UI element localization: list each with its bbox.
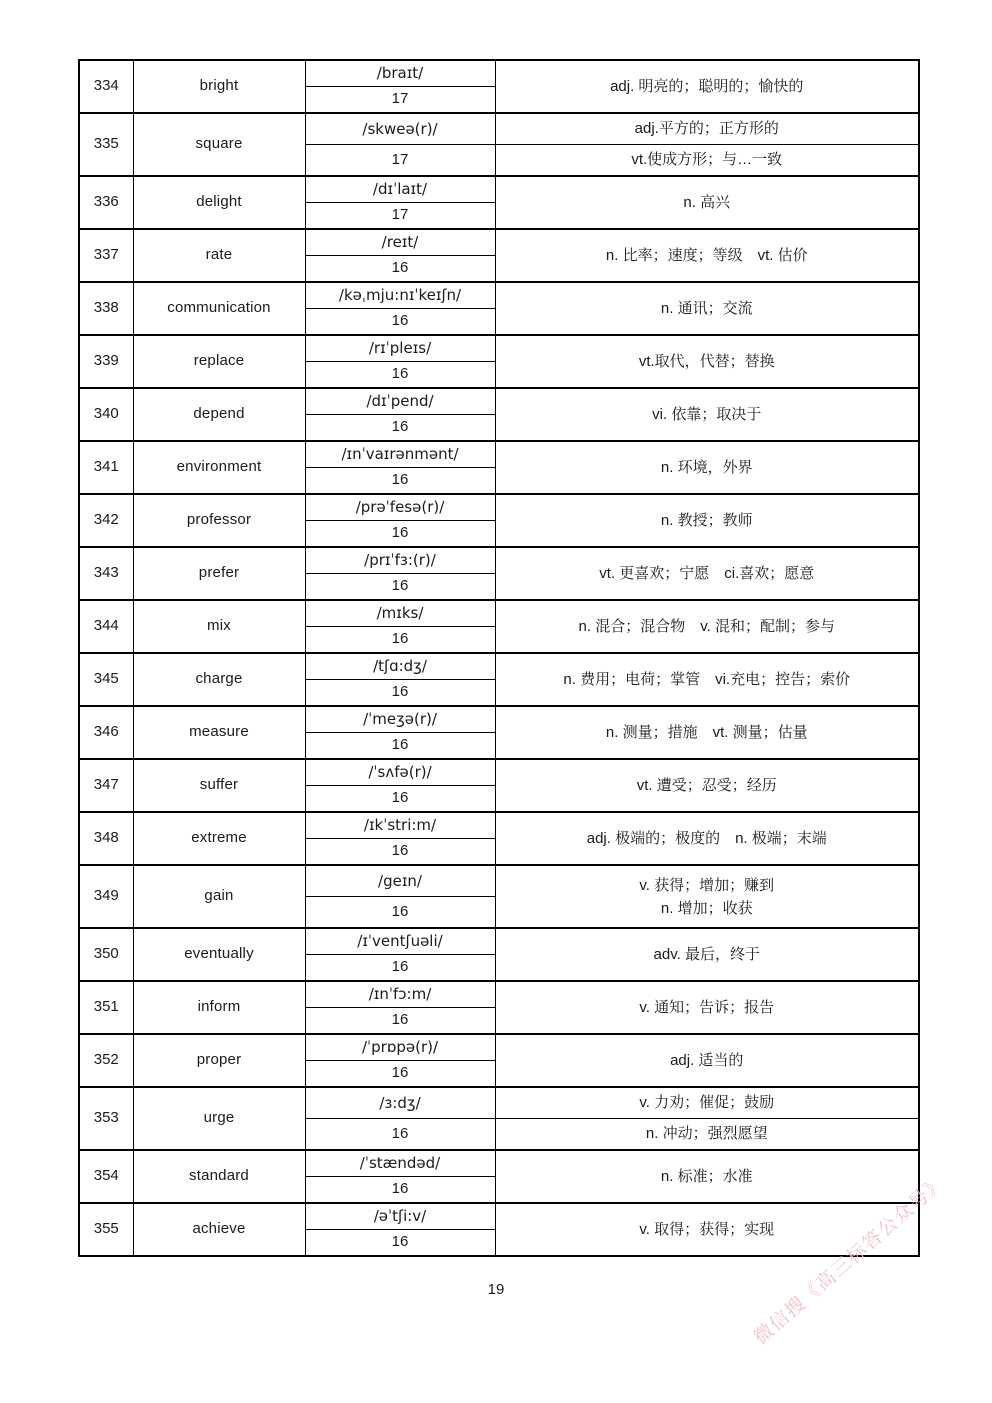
meaning-line: adj. 极端的；极度的 n. 极端；末端 [586, 830, 827, 847]
word-cell: communication [133, 282, 305, 335]
frequency-cell: 16 [305, 1008, 495, 1035]
word-number-cell: 347 [79, 759, 133, 812]
frequency-cell: 17 [305, 145, 495, 177]
word-cell: rate [133, 229, 305, 282]
meaning-cell [495, 600, 919, 653]
meaning-cell [495, 759, 919, 812]
frequency-cell: 16 [305, 468, 495, 495]
meaning-cell: n. 冲动；强烈愿望 [495, 1119, 919, 1151]
word-number-cell: 351 [79, 981, 133, 1034]
frequency-cell: 16 [305, 362, 495, 389]
frequency-cell: 16 [305, 256, 495, 283]
meaning-line: vt. 更喜欢；宁愿 ci.喜欢；愿意 [599, 565, 815, 582]
frequency-cell: 16 [305, 627, 495, 654]
phonetic-cell: /geɪn/ [305, 865, 495, 897]
table-row [79, 928, 919, 955]
word-number-cell: 343 [79, 547, 133, 600]
word-number-cell: 345 [79, 653, 133, 706]
meaning-cell [495, 229, 919, 282]
word-number-cell: 352 [79, 1034, 133, 1087]
meaning-line: v. 取得；获得；实现 [639, 1221, 775, 1238]
page-number: 19 [487, 1281, 505, 1298]
frequency-cell: 16 [305, 955, 495, 982]
table-row [79, 282, 919, 309]
phonetic-cell: /ɪkˈstri:m/ [305, 812, 495, 839]
meaning-cell: v. 力劝；催促；鼓励 [495, 1087, 919, 1119]
word-number-cell: 350 [79, 928, 133, 981]
word-number-cell: 335 [79, 113, 133, 176]
table-row [79, 1150, 919, 1177]
frequency-cell: 16 [305, 897, 495, 929]
frequency-cell: 17 [305, 203, 495, 230]
word-cell: depend [133, 388, 305, 441]
meaning-line: adv. 最后，终于 [653, 946, 760, 963]
word-cell: gain [133, 865, 305, 928]
word-cell: delight [133, 176, 305, 229]
word-cell: suffer [133, 759, 305, 812]
meaning-cell [495, 282, 919, 335]
table-row [79, 229, 919, 256]
word-cell: proper [133, 1034, 305, 1087]
phonetic-cell: /dɪˈlaɪt/ [305, 176, 495, 203]
word-cell: prefer [133, 547, 305, 600]
word-cell: environment [133, 441, 305, 494]
word-number-cell: 342 [79, 494, 133, 547]
vocab-table [78, 59, 920, 1257]
word-number-cell: 353 [79, 1087, 133, 1150]
meaning-line: n. 比率；速度；等级 vt. 估价 [605, 247, 808, 264]
phonetic-cell: /kəˌmju:nɪˈkeɪʃn/ [305, 282, 495, 309]
phonetic-cell: /ˈmeʒə(r)/ [305, 706, 495, 733]
meaning-cell [495, 1034, 919, 1087]
word-cell: professor [133, 494, 305, 547]
word-cell: urge [133, 1087, 305, 1150]
vocab-table-body [79, 60, 919, 1256]
word-cell: bright [133, 60, 305, 113]
meaning-line: n. 标准；水准 [660, 1168, 753, 1185]
phonetic-cell: /dɪˈpend/ [305, 388, 495, 415]
meaning-line: adj. 明亮的；聪明的；愉快的 [610, 78, 804, 95]
meaning-cell [495, 653, 919, 706]
word-cell: extreme [133, 812, 305, 865]
meaning-line: n. 测量；措施 vt. 测量；估量 [605, 724, 808, 741]
meaning-line: adj. 适当的 [670, 1052, 744, 1069]
phonetic-cell: /ɪˈventʃuəli/ [305, 928, 495, 955]
table-row [79, 1034, 919, 1061]
phonetic-cell: /ɪnˈfɔ:m/ [305, 981, 495, 1008]
phonetic-cell: /ɜ:dʒ/ [305, 1087, 495, 1119]
frequency-cell: 16 [305, 839, 495, 866]
phonetic-cell: /ɪnˈvaɪrənmənt/ [305, 441, 495, 468]
frequency-cell: 16 [305, 1119, 495, 1151]
word-cell: inform [133, 981, 305, 1034]
word-number-cell: 339 [79, 335, 133, 388]
frequency-cell: 16 [305, 1230, 495, 1257]
word-number-cell: 341 [79, 441, 133, 494]
word-number-cell: 354 [79, 1150, 133, 1203]
word-number-cell: 336 [79, 176, 133, 229]
phonetic-cell: /ˈstændəd/ [305, 1150, 495, 1177]
table-row [79, 600, 919, 627]
table-row [79, 981, 919, 1008]
table-row [79, 176, 919, 203]
meaning-line: n. 环境，外界 [660, 459, 753, 476]
meaning-line: v. 获得；增加；赚到 [639, 876, 775, 894]
meaning-cell [495, 981, 919, 1034]
phonetic-cell: /reɪt/ [305, 229, 495, 256]
meaning-line: n. 增加；收获 [660, 899, 753, 917]
phonetic-cell: /ˈsʌfə(r)/ [305, 759, 495, 786]
phonetic-cell: /tʃɑ:dʒ/ [305, 653, 495, 680]
meaning-cell [495, 812, 919, 865]
word-number-cell: 337 [79, 229, 133, 282]
table-row [79, 759, 919, 786]
frequency-cell: 16 [305, 680, 495, 707]
word-number-cell: 355 [79, 1203, 133, 1256]
meaning-line: n. 教授；教师 [660, 512, 753, 529]
word-cell: mix [133, 600, 305, 653]
table-row [79, 865, 919, 897]
meaning-cell: adj.平方的；正方形的 [495, 113, 919, 145]
watermark: 微信搜《高三标答公众号》 [750, 1171, 950, 1349]
table-row [79, 113, 919, 145]
table-row [79, 547, 919, 574]
table-row [79, 441, 919, 468]
frequency-cell: 17 [305, 87, 495, 114]
phonetic-cell: /əˈtʃi:v/ [305, 1203, 495, 1230]
word-cell: replace [133, 335, 305, 388]
table-row [79, 60, 919, 87]
word-cell: measure [133, 706, 305, 759]
meaning-cell [495, 494, 919, 547]
meaning-line: n. 混合；混合物 v. 混和；配制；参与 [578, 618, 835, 635]
phonetic-cell: /prəˈfesə(r)/ [305, 494, 495, 521]
word-cell: standard [133, 1150, 305, 1203]
word-number-cell: 344 [79, 600, 133, 653]
meaning-cell [495, 60, 919, 113]
phonetic-cell: /prɪˈfɜ:(r)/ [305, 547, 495, 574]
meaning-cell [495, 865, 919, 928]
phonetic-cell: /ˈprɒpə(r)/ [305, 1034, 495, 1061]
table-row [79, 653, 919, 680]
meaning-cell [495, 928, 919, 981]
meaning-line: n. 通讯；交流 [660, 300, 753, 317]
meaning-cell: vt.使成方形；与…一致 [495, 145, 919, 177]
meaning-line: v. 通知；告诉；报告 [639, 999, 775, 1016]
meaning-line: n. 高兴 [683, 194, 731, 211]
table-row [79, 335, 919, 362]
frequency-cell: 16 [305, 733, 495, 760]
meaning-line: n. 费用；电荷；掌管 vi.充电；控告；索价 [563, 671, 851, 688]
frequency-cell: 16 [305, 574, 495, 601]
frequency-cell: 16 [305, 1061, 495, 1088]
meaning-cell [495, 441, 919, 494]
table-row [79, 494, 919, 521]
frequency-cell: 16 [305, 786, 495, 813]
meaning-cell [495, 388, 919, 441]
word-cell: eventually [133, 928, 305, 981]
word-number-cell: 334 [79, 60, 133, 113]
word-number-cell: 340 [79, 388, 133, 441]
word-number-cell: 349 [79, 865, 133, 928]
word-number-cell: 348 [79, 812, 133, 865]
table-row [79, 706, 919, 733]
table-row [79, 1203, 919, 1230]
word-number-cell: 338 [79, 282, 133, 335]
meaning-cell [495, 335, 919, 388]
frequency-cell: 16 [305, 1177, 495, 1204]
table-row [79, 812, 919, 839]
word-cell: achieve [133, 1203, 305, 1256]
meaning-line: vt. 遭受；忍受；经历 [636, 777, 777, 794]
frequency-cell: 16 [305, 415, 495, 442]
meaning-cell [495, 176, 919, 229]
meaning-line: vi. 依靠；取决于 [652, 406, 762, 423]
word-number-cell: 346 [79, 706, 133, 759]
phonetic-cell: /braɪt/ [305, 60, 495, 87]
meaning-line: vt.取代，代替；替换 [638, 353, 775, 370]
frequency-cell: 16 [305, 521, 495, 548]
word-cell: charge [133, 653, 305, 706]
phonetic-cell: /rɪˈpleɪs/ [305, 335, 495, 362]
word-cell: square [133, 113, 305, 176]
table-row [79, 388, 919, 415]
table-row [79, 1087, 919, 1119]
meaning-cell [495, 547, 919, 600]
phonetic-cell: /mɪks/ [305, 600, 495, 627]
frequency-cell: 16 [305, 309, 495, 336]
meaning-cell [495, 1150, 919, 1203]
phonetic-cell: /skweə(r)/ [305, 113, 495, 145]
meaning-cell [495, 706, 919, 759]
